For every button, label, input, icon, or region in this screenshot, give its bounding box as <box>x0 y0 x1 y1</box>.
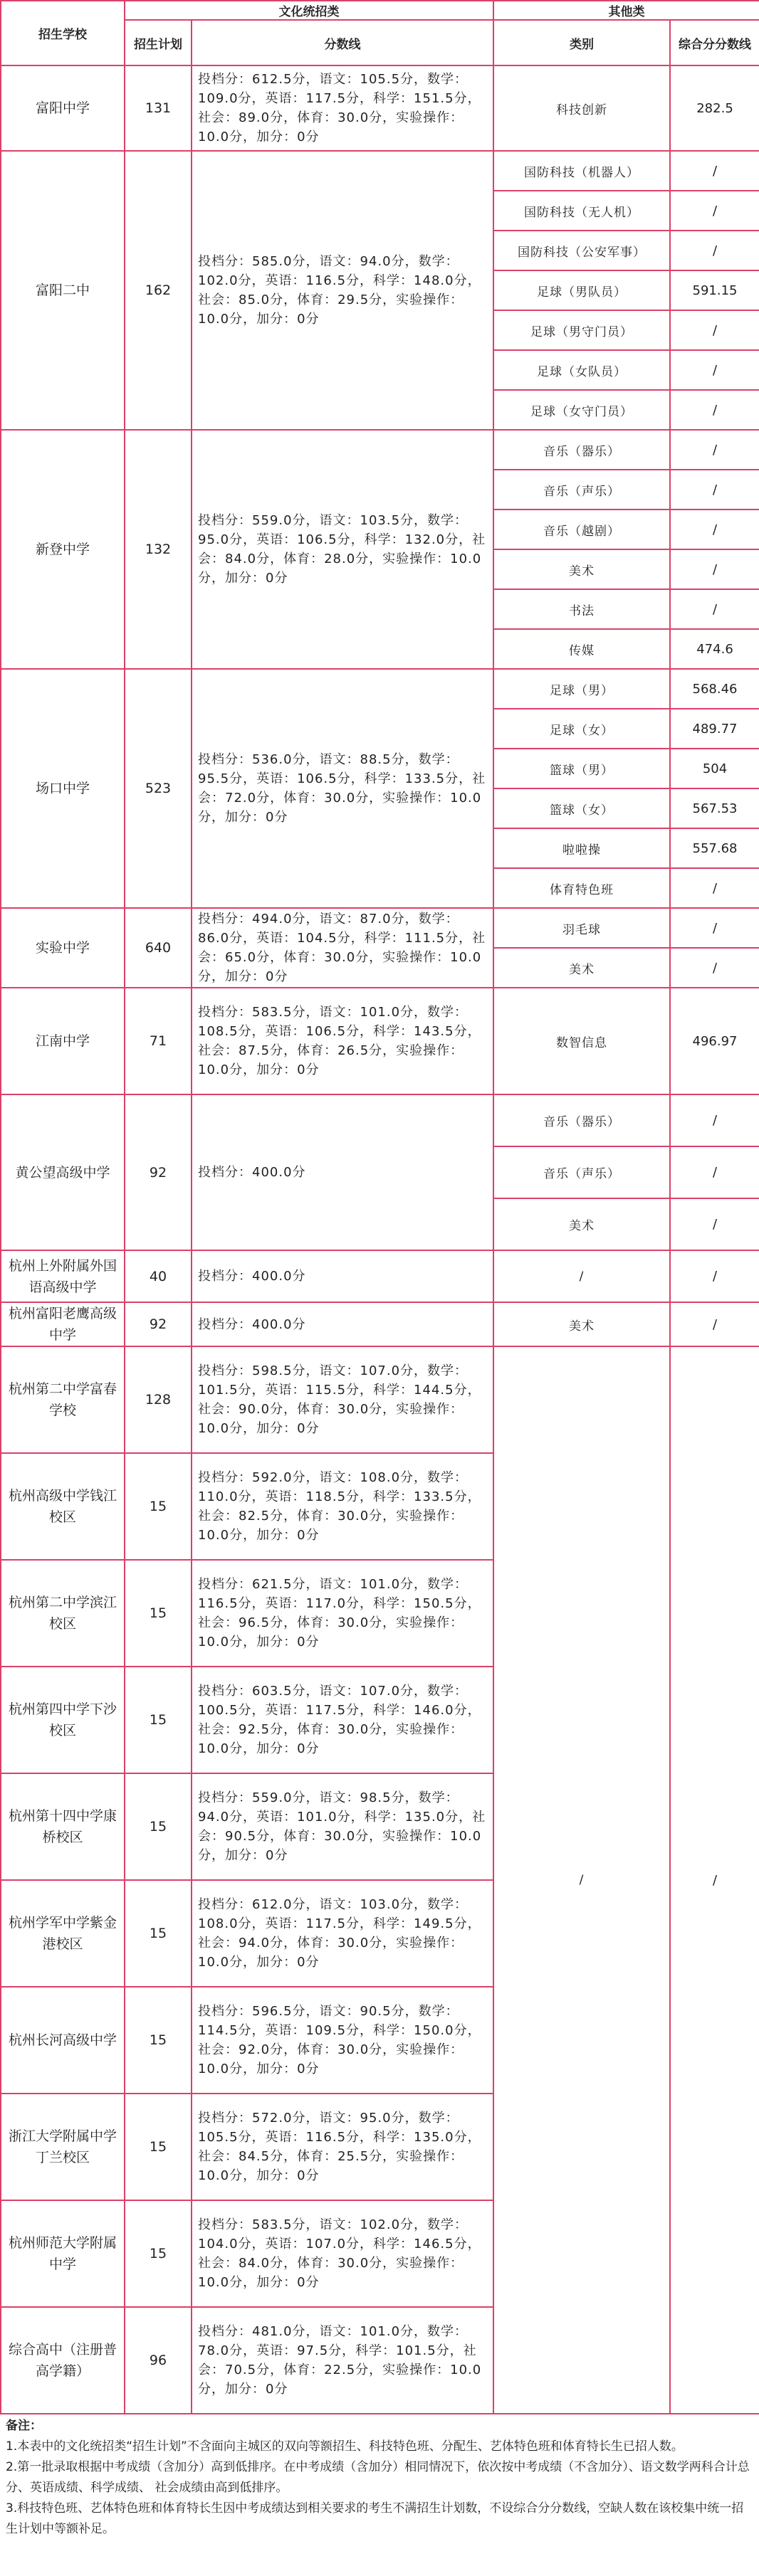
category-cell: 科技创新 <box>493 65 670 151</box>
table-row <box>1 669 759 709</box>
category-cell: 羽毛球 <box>493 908 670 948</box>
school-name: 杭州第四中学下沙校区 <box>1 1667 125 1773</box>
category-cell: 足球（男） <box>493 669 670 709</box>
school-name: 综合高中（注册普高学籍） <box>1 2307 125 2414</box>
comp-score-cell: / <box>670 1302 759 1346</box>
category-cell: 篮球（男） <box>493 749 670 788</box>
table-row <box>1 988 759 1094</box>
category-cell: 啦啦操 <box>493 828 670 868</box>
comp-score-cell: 557.68 <box>670 828 759 868</box>
category-cell: 国防科技（公安军事） <box>493 231 670 270</box>
category-cell: 美术 <box>493 948 670 988</box>
plan-count: 92 <box>125 1094 192 1250</box>
category-cell: 音乐（声乐） <box>493 470 670 510</box>
score-line: 投档分：596.5分，语文：90.5分，数学：114.5分，英语：109.5分，科学：150.0分，社会：92.0分，体育：30.0分，实验操作：10.0分，加分：0分 <box>192 1987 493 2094</box>
header-school: 招生学校 <box>1 1 125 65</box>
score-line: 投档分：621.5分，语文：101.0分，数学：116.5分，英语：117.0分，科学：150.5分，社会：96.5分，体育：30.0分，实验操作：10.0分，加分：0分 <box>192 1560 493 1667</box>
note-item: 3.科技特色班、艺体特色班和体育特长生因中考成绩达到相关要求的考生不满招生计划数，不设综合分分数线，空缺人数在该校集中统一招生计划中等额补足。 <box>6 2501 744 2536</box>
comp-score-cell: 474.6 <box>670 629 759 669</box>
plan-count: 132 <box>125 430 192 669</box>
plan-count: 71 <box>125 988 192 1094</box>
comp-score-cell: / <box>670 908 759 948</box>
category-cell: 足球（男守门员） <box>493 310 670 350</box>
header-comp-score: 综合分分数线 <box>670 20 759 65</box>
comp-score-cell: / <box>670 868 759 908</box>
school-name: 杭州富阳老鹰高级中学 <box>1 1302 125 1346</box>
school-name: 杭州学军中学紫金港校区 <box>1 1880 125 1987</box>
comp-score-cell: / <box>670 470 759 510</box>
category-cell: 书法 <box>493 589 670 629</box>
category-cell: 音乐（器乐） <box>493 430 670 470</box>
comp-score-cell: 489.77 <box>670 709 759 749</box>
category-cell: 足球（女守门员） <box>493 390 670 430</box>
table-row <box>1 430 759 470</box>
table-row <box>1 1302 759 1346</box>
plan-count: 15 <box>125 2200 192 2307</box>
plan-count: 15 <box>125 1987 192 2094</box>
category-cell: 美术 <box>493 549 670 589</box>
note-item: 2.第一批录取根据中考成绩（含加分）高到低排序。在中考成绩（含加分）相同情况下，依次按中考成绩（不含加分）、语文数学两科合计总分、英语成绩、科学成绩、 社会成绩由高到低排序。 <box>6 2460 750 2495</box>
category-cell: 国防科技（机器人） <box>493 151 670 191</box>
score-line: 投档分：583.5分，语文：101.0分，数学：108.5分，英语：106.5分，科学：143.5分，社会：87.5分，体育：26.5分，实验操作：10.0分，加分：0分 <box>192 988 493 1094</box>
comp-score-cell: 496.97 <box>670 988 759 1094</box>
category-cell: 音乐（越剧） <box>493 510 670 549</box>
plan-count: 131 <box>125 65 192 151</box>
score-line: 投档分：536.0分，语文：88.5分，数学：95.5分，英语：106.5分，科学：133.5分，社会：72.0分，体育：30.0分，实验操作：10.0分，加分：0分 <box>192 669 493 908</box>
plan-count: 15 <box>125 1560 192 1667</box>
comp-score-cell: / <box>670 191 759 231</box>
score-line: 投档分：494.0分，语文：87.0分，数学：86.0分，英语：104.5分，科学：111.5分，社会：65.0分，体育：30.0分，实验操作：10.0分，加分：0分 <box>192 908 493 988</box>
comp-score-cell: / <box>670 948 759 988</box>
header-plan: 招生计划 <box>125 20 192 65</box>
category-cell: 音乐（器乐） <box>493 1094 670 1146</box>
score-line: 投档分：585.0分，语文：94.0分，数学：102.0分，英语：116.5分，科学：148.0分，社会：85.0分，体育：29.5分，实验操作：10.0分，加分：0分 <box>192 151 493 430</box>
category-cell: 传媒 <box>493 629 670 669</box>
score-line: 投档分：592.0分，语文：108.0分，数学：110.0分，英语：118.5分，科学：133.5分，社会：82.5分，体育：30.0分，实验操作：10.0分，加分：0分 <box>192 1453 493 1560</box>
plan-count: 15 <box>125 1667 192 1773</box>
school-name: 杭州第十四中学康桥校区 <box>1 1773 125 1880</box>
score-line: 投档分：583.5分，语文：102.0分，数学：104.0分，英语：107.0分，科学：146.5分，社会：84.0分，体育：30.0分，实验操作：10.0分，加分：0分 <box>192 2200 493 2307</box>
category-cell: 数智信息 <box>493 988 670 1094</box>
plan-count: 96 <box>125 2307 192 2414</box>
school-name: 杭州高级中学钱江校区 <box>1 1453 125 1560</box>
plan-count: 92 <box>125 1302 192 1346</box>
comp-score-cell: / <box>670 549 759 589</box>
category-cell: 美术 <box>493 1302 670 1346</box>
school-name: 场口中学 <box>1 669 125 908</box>
school-name: 新登中学 <box>1 430 125 669</box>
comp-score-cell: / <box>670 350 759 390</box>
category-cell: 足球（男队员） <box>493 270 670 310</box>
school-name: 杭州第二中学富春学校 <box>1 1346 125 1453</box>
plan-count: 640 <box>125 908 192 988</box>
comp-score-cell: / <box>670 390 759 430</box>
header-score: 分数线 <box>192 20 493 65</box>
category-cell: 音乐（声乐） <box>493 1146 670 1198</box>
score-line: 投档分：612.5分，语文：105.5分，数学：109.0分，英语：117.5分，科学：151.5分，社会：89.0分，体育：30.0分，实验操作：10.0分，加分：0分 <box>192 65 493 151</box>
school-name: 杭州上外附属外国语高级中学 <box>1 1250 125 1302</box>
comp-score-cell: / <box>670 1346 759 2414</box>
category-cell: 国防科技（无人机） <box>493 191 670 231</box>
score-line: 投档分：559.0分，语文：98.5分，数学：94.0分，英语：101.0分，科学：135.0分，社会：90.5分，体育：30.0分，实验操作：10.0分，加分：0分 <box>192 1773 493 1880</box>
table-row <box>1 1250 759 1302</box>
header-category: 类别 <box>493 20 670 65</box>
category-cell: 篮球（女） <box>493 788 670 828</box>
header-other: 其他类 <box>493 1 759 20</box>
comp-score-cell: 282.5 <box>670 65 759 151</box>
comp-score-cell: / <box>670 430 759 470</box>
school-name: 实验中学 <box>1 908 125 988</box>
plan-count: 40 <box>125 1250 192 1302</box>
table-row <box>1 908 759 948</box>
score-line: 投档分：612.0分，语文：103.0分，数学：108.0分，英语：117.5分，科学：149.5分，社会：94.0分，体育：30.0分，实验操作：10.0分，加分：0分 <box>192 1880 493 1987</box>
school-name: 富阳中学 <box>1 65 125 151</box>
school-name: 江南中学 <box>1 988 125 1094</box>
comp-score-cell: 568.46 <box>670 669 759 709</box>
score-line: 投档分：400.0分 <box>192 1250 493 1302</box>
plan-count: 523 <box>125 669 192 908</box>
note-item: 1.本表中的文化统招类“招生计划”不含面向主城区的双向等额招生、科技特色班、分配生、艺体特色班和体育特长生已招人数。 <box>6 2439 684 2454</box>
comp-score-cell: 567.53 <box>670 788 759 828</box>
comp-score-cell: / <box>670 510 759 549</box>
comp-score-cell: 591.15 <box>670 270 759 310</box>
score-line: 投档分：481.0分，语文：101.0分，数学：78.0分，英语：97.5分，科学：101.5分，社会：70.5分，体育：22.5分，实验操作：10.0分，加分：0分 <box>192 2307 493 2414</box>
comp-score-cell: / <box>670 1094 759 1146</box>
table-row <box>1 1094 759 1146</box>
notes <box>0 2416 759 2540</box>
score-line: 投档分：559.0分，语文：103.5分，数学：95.0分，英语：106.5分，科学：132.0分，社会：84.0分，体育：28.0分，实验操作：10.0分，加分：0分 <box>192 430 493 669</box>
school-name: 富阳二中 <box>1 151 125 430</box>
comp-score-cell: / <box>670 1250 759 1302</box>
score-line: 投档分：603.5分，语文：107.0分，数学：100.5分，英语：117.5分，科学：146.0分，社会：92.5分，体育：30.0分，实验操作：10.0分，加分：0分 <box>192 1667 493 1773</box>
school-name: 黄公望高级中学 <box>1 1094 125 1250</box>
category-cell: 足球（女） <box>493 709 670 749</box>
plan-count: 15 <box>125 1880 192 1987</box>
comp-score-cell: / <box>670 231 759 270</box>
plan-count: 162 <box>125 151 192 430</box>
category-cell: 美术 <box>493 1198 670 1250</box>
school-name: 杭州长河高级中学 <box>1 1987 125 2094</box>
school-name: 浙江大学附属中学丁兰校区 <box>1 2094 125 2200</box>
comp-score-cell: 504 <box>670 749 759 788</box>
category-cell: / <box>493 1346 670 2414</box>
table-row <box>1 65 759 151</box>
score-line: 投档分：400.0分 <box>192 1094 493 1250</box>
table-body <box>1 65 759 2414</box>
plan-count: 15 <box>125 1453 192 1560</box>
comp-score-cell: / <box>670 589 759 629</box>
table-row <box>1 1346 759 1453</box>
category-cell: 足球（女队员） <box>493 350 670 390</box>
table-row <box>1 151 759 191</box>
plan-count: 15 <box>125 2094 192 2200</box>
category-cell: / <box>493 1250 670 1302</box>
plan-count: 15 <box>125 1773 192 1880</box>
score-line: 投档分：598.5分，语文：107.0分，数学：101.5分，英语：115.5分，科学：144.5分，社会：90.0分，体育：30.0分，实验操作：10.0分，加分：0分 <box>192 1346 493 1453</box>
category-cell: 体育特色班 <box>493 868 670 908</box>
score-line: 投档分：400.0分 <box>192 1302 493 1346</box>
school-name: 杭州师范大学附属中学 <box>1 2200 125 2307</box>
comp-score-cell: / <box>670 310 759 350</box>
comp-score-cell: / <box>670 1198 759 1250</box>
notes-title: 备注： <box>6 2419 42 2433</box>
header-culture: 文化统招类 <box>125 1 493 20</box>
plan-count: 128 <box>125 1346 192 1453</box>
score-line: 投档分：572.0分，语文：95.0分，数学：105.5分，英语：116.5分，科学：135.0分，社会：84.5分，体育：25.5分，实验操作：10.0分，加分：0分 <box>192 2094 493 2200</box>
school-name: 杭州第二中学滨江校区 <box>1 1560 125 1667</box>
comp-score-cell: / <box>670 151 759 191</box>
comp-score-cell: / <box>670 1146 759 1198</box>
